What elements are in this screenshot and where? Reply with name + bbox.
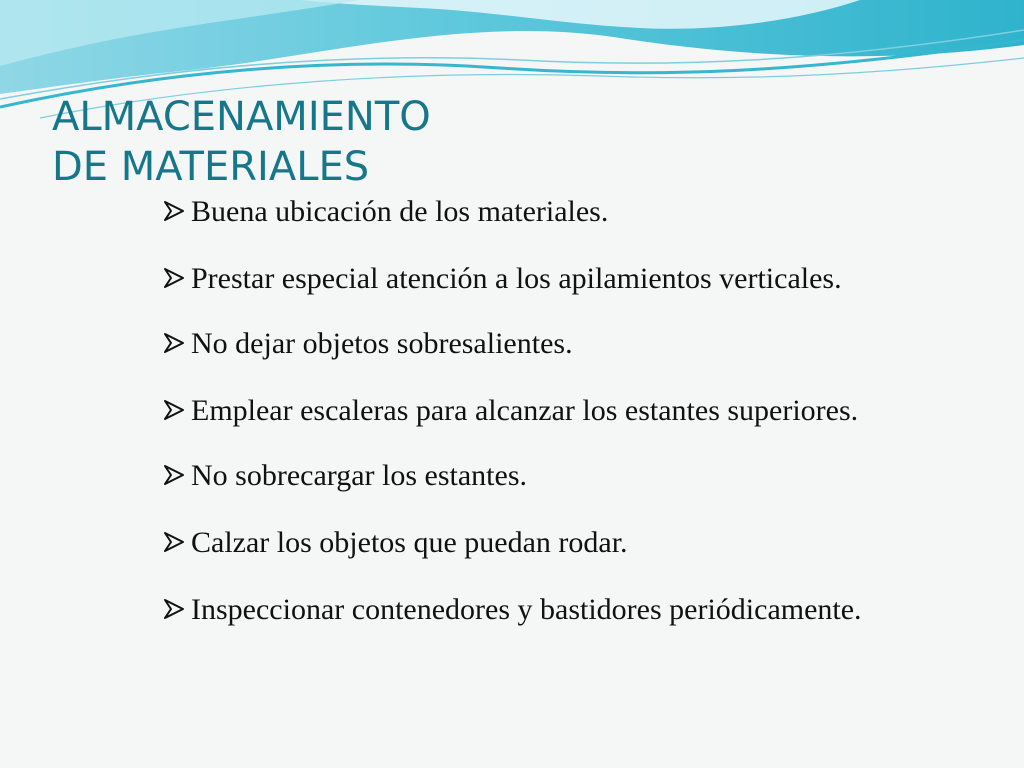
bullet-list	[162, 190, 862, 653]
bullet-text: Buena ubicación de los materiales.	[191, 195, 609, 228]
bullet-item-protruding-objects	[162, 322, 862, 365]
title-line-2: DE MATERIALES	[52, 144, 370, 190]
arrow-bullet-icon	[162, 266, 187, 290]
bullet-text: No sobrecargar los estantes.	[191, 459, 528, 492]
arrow-bullet-icon	[162, 331, 187, 355]
arrow-bullet-icon	[162, 597, 187, 621]
bullet-text: No dejar objetos sobresalientes.	[191, 327, 573, 360]
bullet-text: Prestar especial atención a los apilamientos verticales.	[191, 262, 842, 295]
bullet-text: Inspeccionar contenedores y bastidores periódicamente.	[191, 593, 862, 626]
bullet-item-rolling-objects	[162, 521, 862, 564]
slide-title	[52, 92, 431, 192]
arrow-bullet-icon	[162, 530, 187, 554]
bullet-item-inspection	[162, 588, 862, 631]
arrow-bullet-icon	[162, 463, 187, 487]
bullet-text: Emplear escaleras para alcanzar los estantes superiores.	[191, 394, 859, 427]
bullet-item-shelf-load	[162, 454, 862, 497]
bullet-item-location	[162, 190, 862, 233]
title-line-1: ALMACENAMIENTO	[52, 94, 431, 140]
bullet-item-ladders	[162, 389, 862, 432]
bullet-text: Calzar los objetos que puedan rodar.	[191, 526, 628, 559]
arrow-bullet-icon	[162, 199, 187, 223]
bullet-item-vertical-stacking	[162, 257, 862, 300]
arrow-bullet-icon	[162, 398, 187, 422]
